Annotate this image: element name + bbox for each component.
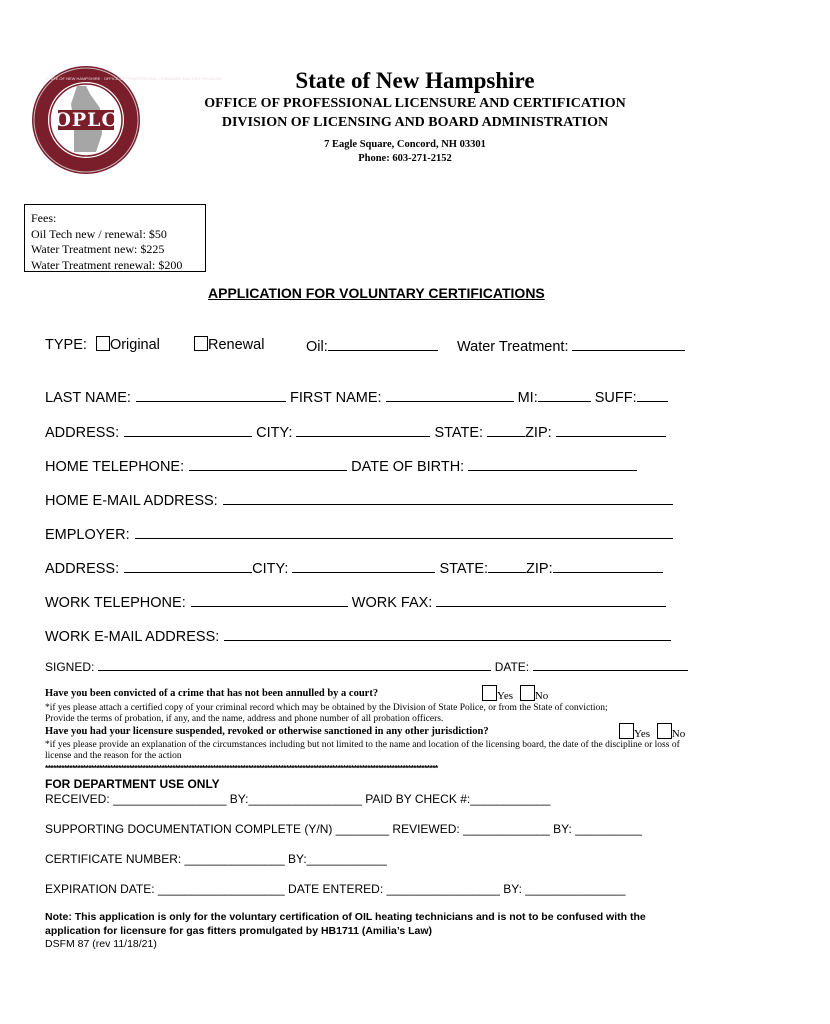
sanction-note-2: license and the reason for the action (45, 751, 182, 761)
water-label: Water Treatment: (457, 339, 569, 355)
renewal-label: Renewal (208, 337, 265, 353)
work-address-row (45, 558, 663, 577)
last-name-label: LAST NAME: (45, 390, 131, 406)
star-divider: ************************************************************************************************************************************************* (45, 763, 438, 773)
work-email-row (45, 626, 671, 645)
oil-input[interactable] (328, 336, 438, 351)
signed-label: SIGNED: (45, 660, 95, 674)
dept-heading: FOR DEPARTMENT USE ONLY (45, 777, 220, 791)
suff-label: SUFF: (594, 390, 637, 406)
suff-input[interactable] (637, 387, 668, 402)
work-fax-label: WORK FAX: (351, 595, 433, 611)
original-checkbox[interactable] (96, 336, 110, 351)
sanction-answer (619, 723, 685, 740)
employer-row (45, 524, 673, 543)
dept-received-row: RECEIVED: _________________ BY:_________________ PAID BY CHECK #:____________ (45, 792, 551, 806)
work-telephone-input[interactable] (191, 592, 348, 607)
address-label: ADDRESS: (45, 425, 120, 441)
work-fax-input[interactable] (436, 592, 666, 607)
water-field (457, 336, 685, 355)
work-state-label: STATE: (439, 561, 489, 577)
fee-water-new: Water Treatment new: $225 (31, 242, 165, 256)
logo-acronym: OPLC (54, 109, 118, 131)
home-telephone-label: HOME TELEPHONE: (45, 459, 185, 475)
home-email-input[interactable] (223, 490, 673, 505)
division-name: DIVISION OF LICENSING AND BOARD ADMINISTRATION (221, 115, 609, 130)
type-label: TYPE: (45, 337, 87, 353)
water-input[interactable] (572, 336, 685, 351)
work-email-label: WORK E-MAIL ADDRESS: (45, 629, 220, 645)
note-line-1: Note: This application is only for the voluntary certification of OIL heating technicians and is not to be confused with the (45, 911, 646, 923)
signed-row (45, 658, 688, 674)
renewal-checkbox[interactable] (194, 336, 208, 351)
crime-answer (482, 685, 548, 702)
city-label: CITY: (256, 425, 293, 441)
dept-certificate-row: CERTIFICATE NUMBER: _______________ BY:____________ (45, 852, 387, 866)
address-input[interactable] (124, 422, 252, 437)
zip-input[interactable] (556, 422, 666, 437)
state-input[interactable] (487, 422, 525, 437)
sanction-no-checkbox[interactable] (657, 723, 672, 739)
crime-no-label: No (534, 690, 549, 702)
home-phone-row (45, 456, 637, 475)
fees-box (24, 204, 206, 272)
fee-oil-tech: Oil Tech new / renewal: $50 (31, 226, 167, 241)
last-name-input[interactable] (136, 387, 286, 402)
zip-label: ZIP: (525, 425, 552, 441)
work-zip-input[interactable] (553, 558, 663, 573)
signed-date-input[interactable] (533, 658, 688, 671)
name-row (45, 387, 668, 406)
note-line-2: application for licensure for gas fitters promulgated by HB1711 (Amilia’s Law) (45, 925, 433, 937)
sanction-yes-label: Yes (634, 728, 651, 740)
dob-input[interactable] (468, 456, 637, 471)
dob-label: DATE OF BIRTH: (351, 459, 465, 475)
address-row (45, 422, 666, 441)
sanction-question: Have you had your licensure suspended, revoked or otherwise sanctioned in any other jurisdiction? (45, 726, 489, 737)
work-email-input[interactable] (224, 626, 671, 641)
dept-expiration-row: EXPIRATION DATE: ___________________ DATE ENTERED: _________________ BY: _______________ (45, 882, 626, 896)
work-state-input[interactable] (488, 558, 526, 573)
work-address-input[interactable] (124, 558, 252, 573)
crime-yes-label: Yes (497, 690, 514, 702)
home-email-label: HOME E-MAIL ADDRESS: (45, 493, 218, 509)
crime-note-1: *if yes please attach a certified copy of your criminal record which may be obtained by the Division of State Police, or from the State of conviction; (45, 703, 608, 713)
work-city-input[interactable] (292, 558, 435, 573)
home-email-row (45, 490, 673, 509)
work-address-label: ADDRESS: (45, 561, 120, 577)
home-telephone-input[interactable] (189, 456, 347, 471)
dept-supporting-row: SUPPORTING DOCUMENTATION COMPLETE (Y/N) ________ REVIEWED: _____________ BY: __________ (45, 822, 642, 836)
mi-input[interactable] (538, 387, 591, 402)
work-zip-label: ZIP: (526, 561, 553, 577)
sanction-note-1: *if yes please provide an explanation of the circumstances including but not limited to the name and location of the licensing board, the date of the discipline or loss of (45, 740, 680, 750)
oil-label: Oil: (306, 339, 328, 355)
crime-yes-checkbox[interactable] (482, 685, 497, 701)
work-telephone-label: WORK TELEPHONE: (45, 595, 186, 611)
sanction-no-label: No (671, 728, 686, 740)
sanction-yes-checkbox[interactable] (619, 723, 634, 739)
work-phone-row (45, 592, 666, 611)
office-address: 7 Eagle Square, Concord, NH 03301 (324, 139, 486, 150)
state-label: STATE: (434, 425, 484, 441)
first-name-label: FIRST NAME: (289, 390, 382, 406)
type-row (45, 336, 160, 353)
work-city-label: CITY: (252, 561, 289, 577)
page-title: State of New Hampshire (295, 68, 535, 93)
oil-field (306, 336, 438, 355)
fee-water-renewal: Water Treatment renewal: $200 (31, 257, 183, 272)
employer-input[interactable] (135, 524, 673, 539)
mi-label: MI: (517, 390, 538, 406)
first-name-input[interactable] (386, 387, 514, 402)
original-label: Original (109, 337, 160, 353)
office-name: OFFICE OF PROFESSIONAL LICENSURE AND CERTIFICATION (204, 96, 626, 111)
crime-no-checkbox[interactable] (520, 685, 535, 701)
employer-label: EMPLOYER: (45, 527, 130, 543)
crime-note-2: Provide the terms of probation, if any, and the name, address and phone number of all probation officers. (45, 714, 444, 724)
signature-input[interactable] (98, 658, 491, 671)
office-phone: Phone: 603-271-2152 (358, 153, 452, 164)
city-input[interactable] (296, 422, 430, 437)
form-title: APPLICATION FOR VOLUNTARY CERTIFICATIONS (208, 285, 545, 301)
renewal-option (194, 336, 264, 353)
form-number: DSFM 87 (rev 11/18/21) (45, 938, 157, 950)
signed-date-label: DATE: (494, 660, 530, 674)
crime-question: Have you been convicted of a crime that has not been annulled by a court? (45, 688, 379, 699)
logo-ring-text: STATE OF NEW HAMPSHIRE · OFFICE OF PROFESSIONAL LICENSURE AND CERTIFICATION (46, 76, 223, 81)
fees-label: Fees: (31, 211, 57, 225)
